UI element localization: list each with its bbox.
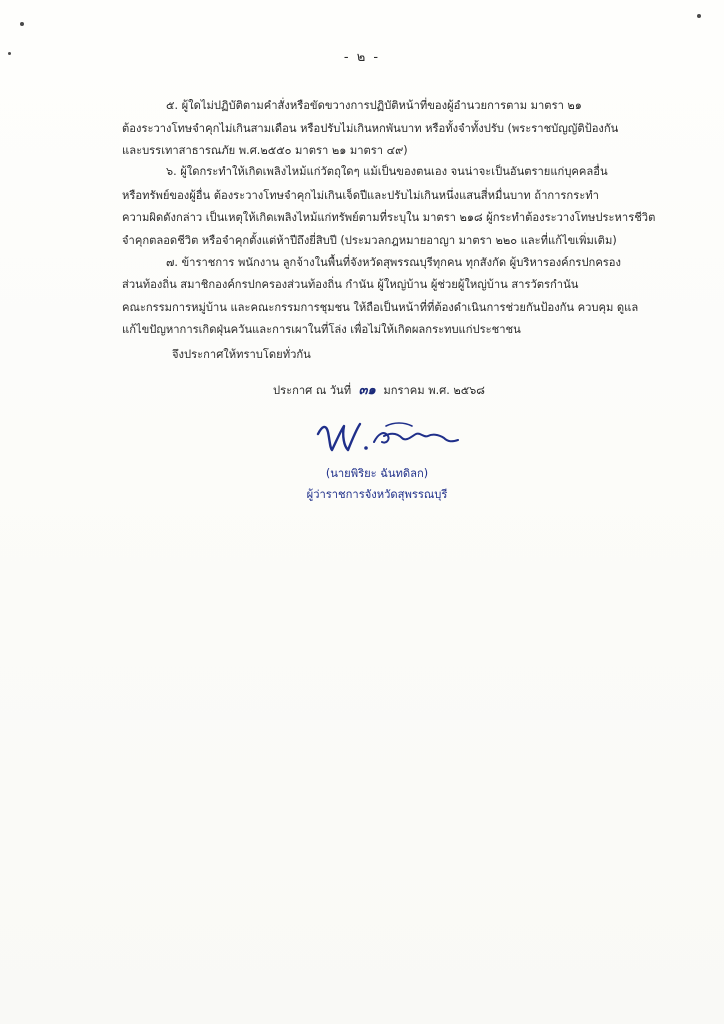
para5-line1: ๕. ผู้ใดไม่ปฏิบัติตามคำสั่งหรือขัดขวางการปฏิบัติหน้าที่ของผู้อำนวยการตาม มาตรา ๒๑ (166, 99, 582, 112)
date-suffix: มกราคม พ.ศ. ๒๕๖๘ (383, 384, 485, 397)
para6-line1: ๖. ผู้ใดกระทำให้เกิดเพลิงไหม้แก่วัตถุใดๆ แม้เป็นของตนเอง จนน่าจะเป็นอันตรายแก่บุคคลอื่น (166, 165, 608, 178)
para6-line2: หรือทรัพย์ของผู้อื่น ต้องระวางโทษจำคุกไม่เกินเจ็ดปีและปรับไม่เกินหนึ่งแสนสี่หมื่นบาท ถ้าการกระทำ (122, 189, 599, 202)
para7-line1: ๗. ข้าราชการ พนักงาน ลูกจ้างในพื้นที่จังหวัดสุพรรณบุรีทุกคน ทุกสังกัด ผู้บริหารองค์กรปกครอง (166, 256, 621, 269)
page-number: - ๒ - (343, 50, 381, 65)
handwritten-signature (312, 412, 462, 462)
scan-speck (20, 22, 24, 26)
para7-line3: คณะกรรมการหมู่บ้าน และคณะกรรมการชุมชน ให้ถือเป็นหน้าที่ที่ต้องดำเนินการช่วยกันป้องกัน ควบคุม ดูแล (122, 301, 639, 314)
para6-line3: ความผิดดังกล่าว เป็นเหตุให้เกิดเพลิงไหม้แก่ทรัพย์ตามที่ระบุใน มาตรา ๒๑๘ ผู้กระทำต้องระวางโทษประหารชีวิต (122, 211, 656, 224)
announcement-date (273, 379, 485, 400)
para7-line4: แก้ไขปัญหาการเกิดฝุ่นควันและการเผาในที่โล่ง เพื่อไม่ให้เกิดผลกระทบแก่ประชาชน (122, 323, 521, 336)
date-prefix: ประกาศ ณ วันที่ (273, 384, 352, 397)
signer-name: (นายพิริยะ ฉันทดิลก) (325, 467, 429, 480)
para7-line2: ส่วนท้องถิ่น สมาชิกองค์กรปกครองส่วนท้องถิ่น กำนัน ผู้ใหญ่บ้าน ผู้ช่วยผู้ใหญ่บ้าน สารวัตรกำนัน (122, 278, 579, 291)
para5-line2: ต้องระวางโทษจำคุกไม่เกินสามเดือน หรือปรับไม่เกินหกพันบาท หรือทั้งจำทั้งปรับ (พระราชบัญญัติป้องกัน (122, 122, 619, 135)
para6-line4: จำคุกตลอดชีวิต หรือจำคุกตั้งแต่ห้าปีถึงยี่สิบปี (ประมวลกฎหมายอาญา มาตรา ๒๒๐ และที่แก้ไขเพิ่มเติม) (122, 234, 617, 247)
announcement-closing: จึงประกาศให้ทราบโดยทั่วกัน (172, 348, 311, 361)
date-day-handwritten: ๓๑ (358, 383, 376, 398)
signer-title: ผู้ว่าราชการจังหวัดสุพรรณบุรี (306, 488, 448, 501)
scan-speck (697, 14, 701, 18)
para5-line3: และบรรเทาสาธารณภัย พ.ศ.๒๕๕๐ มาตรา ๒๑ มาตรา ๔๙) (122, 144, 408, 157)
